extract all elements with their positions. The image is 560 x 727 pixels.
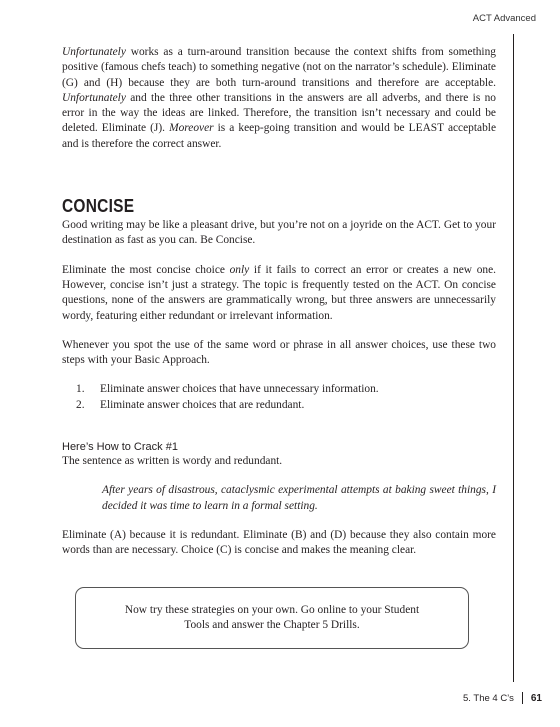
list-item [76, 398, 496, 413]
list-item [76, 382, 496, 397]
example-sentence [102, 483, 496, 514]
italic-text: only [229, 263, 250, 276]
text-run: if it fails to correct an error or creates a new one. However, concise isn’t just a strategy. The topic is frequently tested on the ACT. On concise questions, none of the answers are grammatically wrong, but three answers are unnecessarily wordy, featuring either redundant or irrelevant information. [62, 263, 497, 322]
text-run: Good writing may be like a pleasant drive, but you’re not on a joyride on the ACT. Get to your destination as fast as you can. Be Concise. [62, 219, 496, 247]
list-text: Eliminate answer choices that are redundant. [100, 398, 305, 411]
page-body [62, 45, 496, 559]
text-run: Eliminate (A) because it is redundant. Eliminate (B) and (D) because they also contain more words than are necessary. Choice (C) is concise and makes the meaning clear. [62, 528, 496, 557]
page-footer [463, 692, 542, 704]
callout-text: Now try these strategies on your own. Go online to your Student Tools and answer the Chapter 5 Drills. [124, 603, 420, 631]
paragraph [62, 454, 496, 469]
text-run: The sentence as written is wordy and redundant. [62, 455, 283, 468]
running-head: ACT Advanced [472, 13, 536, 24]
paragraph [62, 338, 496, 369]
list-number: 1. [76, 383, 85, 396]
chapter-label: 5. The 4 C’s [463, 692, 514, 704]
paragraph [62, 263, 496, 324]
margin-rule [513, 34, 514, 682]
text-run: and the three other transitions in the answers are all adverbs, and there is no error in the way the ideas are linked. Therefore, the transition isn’t necessary and could be deleted. Eliminate (J). [62, 91, 496, 135]
paragraph [62, 218, 496, 249]
text-run: Eliminate the most concise choice [62, 263, 230, 276]
section-heading: CONCISE [62, 196, 135, 217]
page-number: 61 [530, 692, 542, 704]
italic-text: After years of disastrous, cataclysmic experimental attempts at baking sweet things, I decided it was time to learn in a formal setting. [102, 484, 496, 512]
paragraph [62, 528, 496, 559]
text-run: is a keep-going transition and would be LEAST acceptable and is therefore the correct answer. [62, 122, 496, 150]
italic-text: Moreover [169, 122, 214, 135]
steps-list [62, 382, 496, 413]
callout-box [75, 587, 469, 649]
list-number: 2. [76, 398, 85, 411]
subheading: Here’s How to Crack #1 [62, 441, 178, 454]
footer-divider [522, 692, 523, 704]
paragraph [62, 45, 496, 152]
text-run: works as a turn-around transition because the context shifts from something positive (famous chefs teach) to something negative (not on the narrator’s schedule). Eliminate (G) and (H) because they are both turn-around transitions and therefore are acceptable. [62, 46, 496, 89]
italic-text: Unfortunately [62, 46, 126, 58]
list-text: Eliminate answer choices that have unnecessary information. [100, 383, 379, 396]
italic-text: Unfortunately [62, 91, 126, 104]
text-run: Whenever you spot the use of the same word or phrase in all answer choices, use these two steps with your Basic Approach. [62, 338, 496, 367]
